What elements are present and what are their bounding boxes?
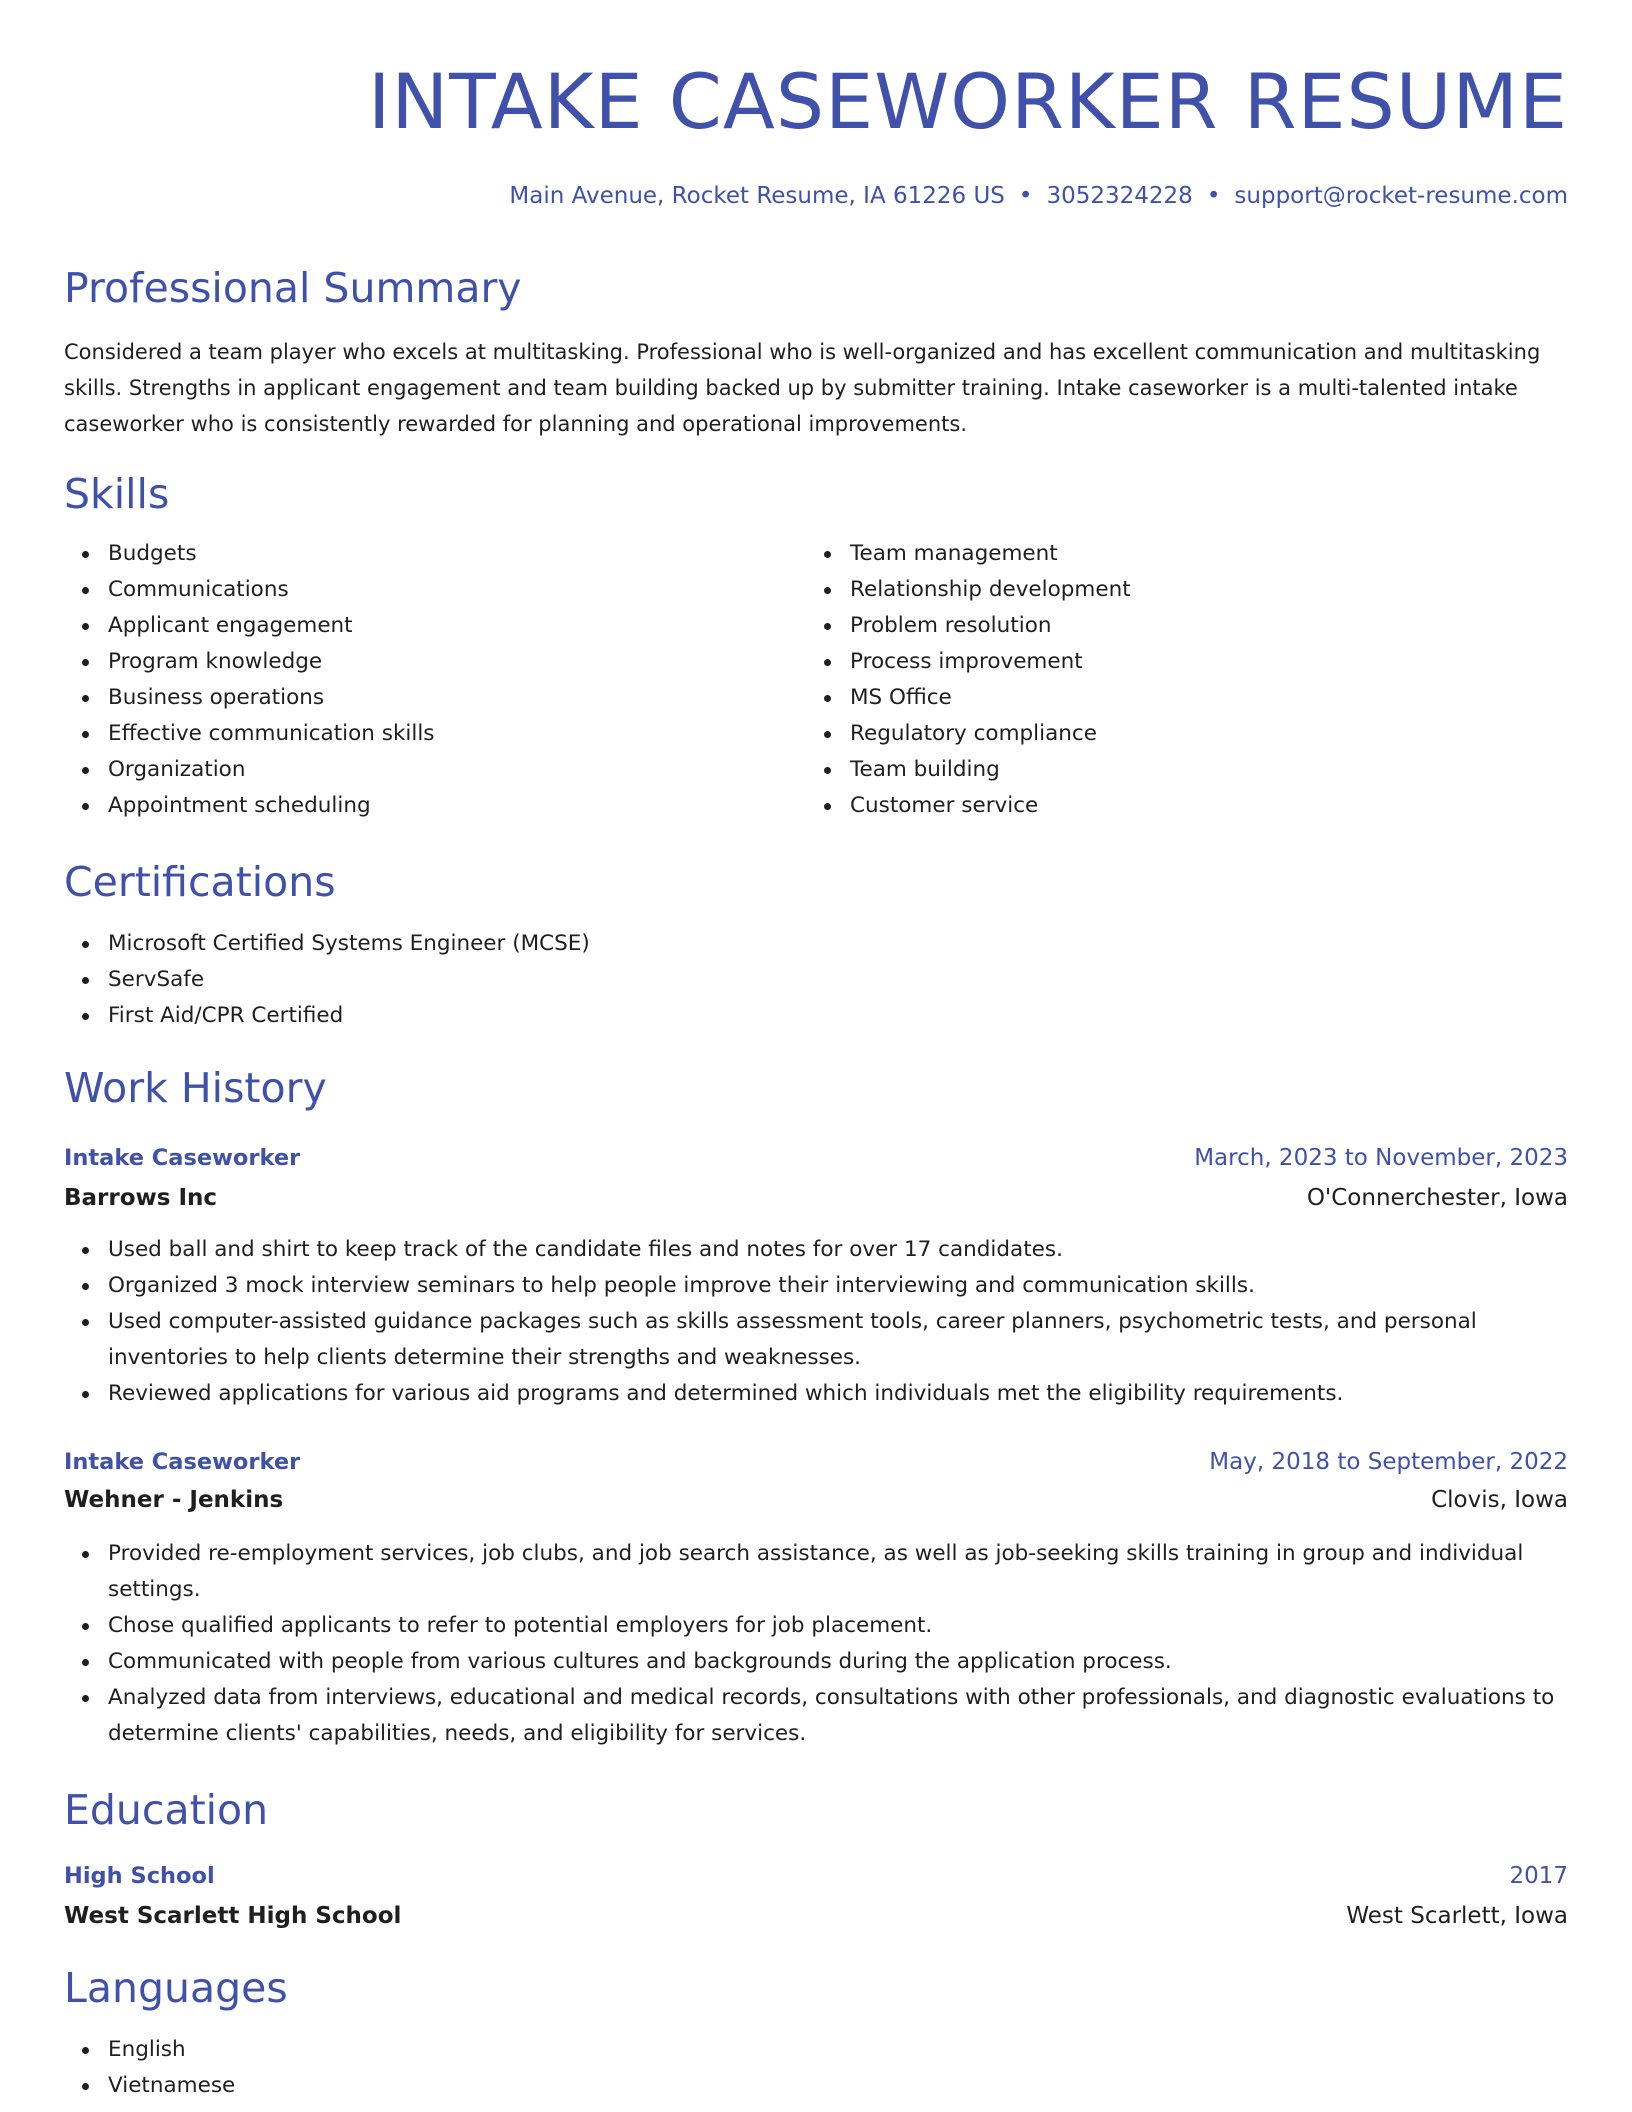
job-bullets (64, 1536, 1568, 1752)
job-title: Intake Caseworker (64, 1145, 301, 1171)
skill-item: Customer service (806, 788, 1568, 824)
skill-item: Organization (64, 752, 784, 788)
skills-heading: Skills (64, 470, 170, 518)
job-header (64, 1444, 1568, 1480)
language-item: English (64, 2032, 1568, 2068)
summary-heading: Professional Summary (64, 264, 522, 312)
job-dates: March, 2023 to November, 2023 (1194, 1145, 1568, 1171)
job-bullet: Provided re-employment services, job clubs, and job search assistance, as well as job-seeking skills training in group and individual settings. (64, 1536, 1568, 1608)
school-location: West Scarlett, Iowa (1346, 1903, 1568, 1929)
contact-email[interactable]: support@rocket-resume.com (1234, 183, 1568, 209)
education-degree: High School (64, 1863, 215, 1889)
education-heading: Education (64, 1786, 269, 1834)
skill-item: Program knowledge (64, 644, 784, 680)
job-bullet: Analyzed data from interviews, educational and medical records, consultations with other professionals, and diagnostic evaluations to determine clients' capabilities, needs, and eligibility for services. (64, 1680, 1568, 1752)
skill-item: Team building (806, 752, 1568, 788)
job-dates: May, 2018 to September, 2022 (1209, 1449, 1568, 1475)
languages-list (64, 2032, 1568, 2104)
job-employer (64, 1180, 1568, 1216)
job-bullets (64, 1232, 1568, 1412)
resume-title: INTAKE CASEWORKER RESUME (368, 57, 1568, 146)
job-bullet: Used ball and shirt to keep track of the candidate files and notes for over 17 candidates. (64, 1232, 1568, 1268)
skill-item: MS Office (806, 680, 1568, 716)
company-name: Barrows Inc (64, 1185, 218, 1211)
certification-item: ServSafe (64, 962, 1568, 998)
languages-heading: Languages (64, 1964, 288, 2012)
company-name: Wehner - Jenkins (64, 1487, 284, 1513)
work-history-heading: Work History (64, 1064, 327, 1112)
skill-item: Effective communication skills (64, 716, 784, 752)
school-name: West Scarlett High School (64, 1903, 402, 1929)
certification-item: Microsoft Certified Systems Engineer (MCSE) (64, 926, 1568, 962)
contact-separator: • (1206, 183, 1221, 209)
skill-item: Budgets (64, 536, 784, 572)
job-location: Clovis, Iowa (1431, 1487, 1568, 1513)
job-title: Intake Caseworker (64, 1449, 301, 1475)
contact-line (509, 180, 1568, 212)
skill-item: Process improvement (806, 644, 1568, 680)
skills-list-right (806, 536, 1568, 824)
education-header (64, 1858, 1568, 1894)
skill-item: Applicant engagement (64, 608, 784, 644)
job-bullet: Organized 3 mock interview seminars to help people improve their interviewing and communication skills. (64, 1268, 1568, 1304)
job-location: O'Connerchester, Iowa (1306, 1185, 1568, 1211)
job-employer (64, 1482, 1568, 1518)
job-bullet: Chose qualified applicants to refer to potential employers for job placement. (64, 1608, 1568, 1644)
skill-item: Business operations (64, 680, 784, 716)
skill-item: Communications (64, 572, 784, 608)
skills-list-left (64, 536, 784, 824)
education-year: 2017 (1509, 1863, 1568, 1889)
education-school-row (64, 1898, 1568, 1934)
skill-item: Team management (806, 536, 1568, 572)
skill-item: Relationship development (806, 572, 1568, 608)
contact-separator: • (1018, 183, 1033, 209)
skill-item: Regulatory compliance (806, 716, 1568, 752)
language-item: Vietnamese (64, 2068, 1568, 2104)
job-bullet: Communicated with people from various cultures and backgrounds during the application process. (64, 1644, 1568, 1680)
certification-item: First Aid/CPR Certified (64, 998, 1568, 1034)
contact-phone: 3052324228 (1046, 183, 1193, 209)
skill-item: Problem resolution (806, 608, 1568, 644)
certifications-heading: Certifications (64, 858, 336, 906)
contact-address: Main Avenue, Rocket Resume, IA 61226 US (509, 183, 1005, 209)
certifications-list (64, 926, 1568, 1034)
job-header (64, 1140, 1568, 1176)
job-bullet: Reviewed applications for various aid programs and determined which individuals met the eligibility requirements. (64, 1376, 1568, 1412)
skill-item: Appointment scheduling (64, 788, 784, 824)
summary-text: Considered a team player who excels at multitasking. Professional who is well-organized and has excellent communication and multitasking skills. Strengths in applicant engagement and team building backed up by submitter training. Intake caseworker is a multi-talented intake caseworker who is consistently rewarded for planning and operational improvements. (64, 340, 1541, 436)
job-bullet: Used computer-assisted guidance packages such as skills assessment tools, career planners, psychometric tests, and personal inventories to help clients determine their strengths and weaknesses. (64, 1304, 1568, 1376)
